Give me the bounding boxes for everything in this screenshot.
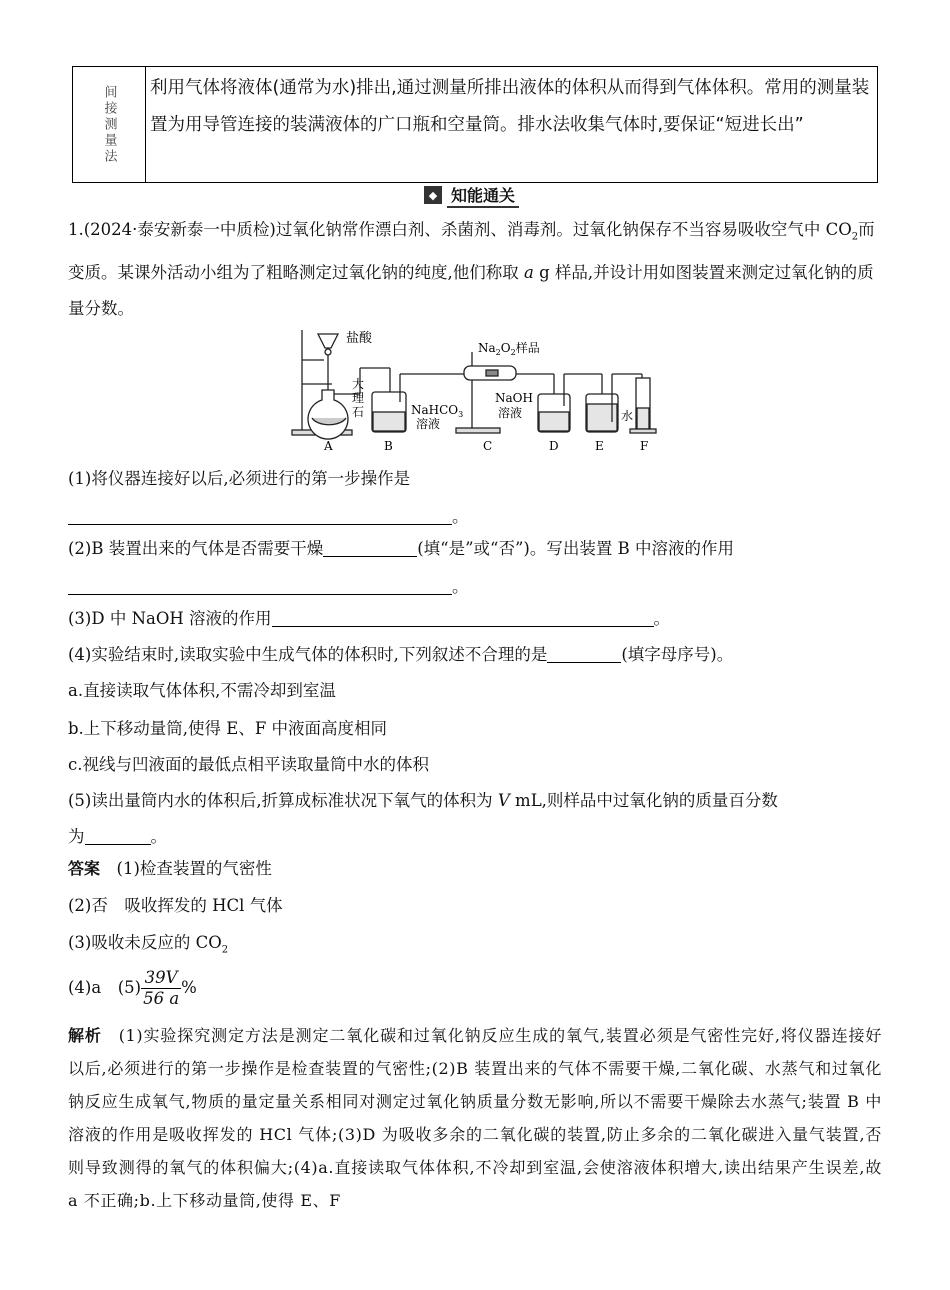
blank-1[interactable] (68, 506, 452, 525)
answer-label: 答案 (68, 859, 101, 878)
method-label: 间接测量法 (101, 84, 117, 165)
answer-line-2: 。 (68, 574, 469, 600)
letter-b: B (384, 439, 393, 453)
question-1: (1)将仪器连接好以后,必须进行的第一步操作是 (68, 469, 411, 488)
section-badge (424, 183, 519, 207)
label-marble-3: 石 (352, 405, 365, 419)
explanation-text: (1)实验探究测定方法是测定二氧化碳和过氧化钠反应生成的氧气,装置必须是气密性完好,将仪器连接好以后,必须进行的第一步操作是检查装置的气密性;(2)B 装置出来的气体不需要干燥,二氧化碳、水蒸气和过氧化钠反应生成氧气,物质的量定量关系相同对测定过氧化钠质量分数无影响,所以不需要干燥除去水蒸气;装置 B 中溶液的作用是吸收挥发的 HCl 气体;(3)D 为吸收多余的二氧化碳的装置,防止多余的二氧化碳进入量气装置,否则导致测得的氧气的体积偏大;(4)a.直接读取气体体积,不冷却到室温,会使溶液体积增大,读出结果产生误差,故 a 不正确;b.上下移动量筒,使得 E、F (68, 1026, 882, 1210)
letter-a: A (324, 439, 333, 453)
letter-c: C (483, 439, 493, 453)
answer-2: (2)否 吸收挥发的 HCl 气体 (68, 896, 283, 915)
explanation (68, 1019, 882, 1217)
label-naoh-solution: 溶液 (498, 406, 523, 420)
question-stem (68, 212, 884, 327)
label-naoh: NaOH (495, 391, 533, 405)
stem-text-3: g 样品,并设计用如图装置来测定过氧化钠的质量分数。 (68, 263, 874, 319)
option-a: a.直接读取气体体积,不需冷却到室温 (68, 681, 336, 700)
label-water: 水 (621, 409, 634, 423)
stem-text-2: 而变质。某课外活动小组为了粗略测定过氧化钠的纯度,他们称取 (68, 220, 875, 283)
method-description: 利用气体将液体(通常为水)排出,通过测量所排出液体的体积从而得到气体体积。常用的测量装置为用导管连接的装满液体的广口瓶和空量筒。排水法收集气体时,要保证“短进长出” (150, 78, 870, 135)
blank-2b[interactable] (68, 576, 452, 595)
option-c: c.视线与凹液面的最低点相平读取量筒中水的体积 (68, 755, 429, 774)
apparatus-diagram (290, 322, 670, 456)
answer-1: (1)检查装置的气密性 (116, 859, 272, 878)
stem-variable: a (524, 263, 534, 283)
label-hcl: 盐酸 (346, 331, 373, 346)
stem-subscript: 2 (851, 231, 859, 243)
blank-4[interactable] (547, 644, 621, 663)
question-3: (3)D 中 NaOH 溶液的作用 。 (68, 609, 671, 628)
letter-f: F (640, 439, 649, 453)
answer-3: (3)吸收未反应的 $CO_2$ (68, 933, 229, 956)
blank-2a[interactable] (323, 538, 417, 557)
label-marble-1: 大 (352, 377, 365, 391)
stem-text-1: 1.(2024·泰安新泰一中质检)过氧化钠常作漂白剂、杀菌剂、消毒剂。过氧化钠保存不当容易吸收空气中 CO (68, 220, 852, 239)
explanation-label: 解析 (68, 1026, 102, 1045)
question-2: (2)B 装置出来的气体是否需要干燥 (填“是”或“否”)。写出装置 B 中溶液的作用 (68, 539, 734, 558)
question-5: (5)读出量筒内水的体积后,折算成标准状况下氧气的体积为 V mL,则样品中过氧化钠的质量百分数 (68, 791, 778, 810)
blank-3[interactable] (272, 608, 654, 627)
answer-block-1 (68, 856, 272, 882)
label-nahco3: NaHCO$_3$ (411, 403, 464, 419)
blank-5[interactable] (85, 826, 151, 845)
diamond-icon: ◆ (424, 186, 442, 204)
letter-e: E (595, 439, 604, 453)
question-5-line2: 为 。 (68, 827, 167, 846)
method-table (72, 66, 878, 183)
answer-4-5: (4)a (5) $\frac{39V}{56 a}$ % (68, 968, 197, 1008)
label-nahco3-solution: 溶液 (416, 417, 441, 431)
answer-line-1: 。 (68, 504, 469, 530)
method-side-cell (73, 67, 146, 182)
letter-d: D (549, 439, 559, 453)
option-b: b.上下移动量筒,使得 E、F 中液面高度相同 (68, 719, 388, 738)
flask (308, 390, 348, 439)
label-na2o2: $Na_2O_2$样品 (478, 341, 540, 357)
section-badge-label: 知能通关 (447, 183, 519, 208)
question-4: (4)实验结束时,读取实验中生成气体的体积时,下列叙述不合理的是 (填字母序号)。 (68, 645, 734, 664)
label-marble-2: 理 (352, 391, 365, 405)
dropping-funnel (318, 334, 338, 348)
answer-5-fraction: $\frac{39V}{56 a}$ (143, 968, 180, 1008)
